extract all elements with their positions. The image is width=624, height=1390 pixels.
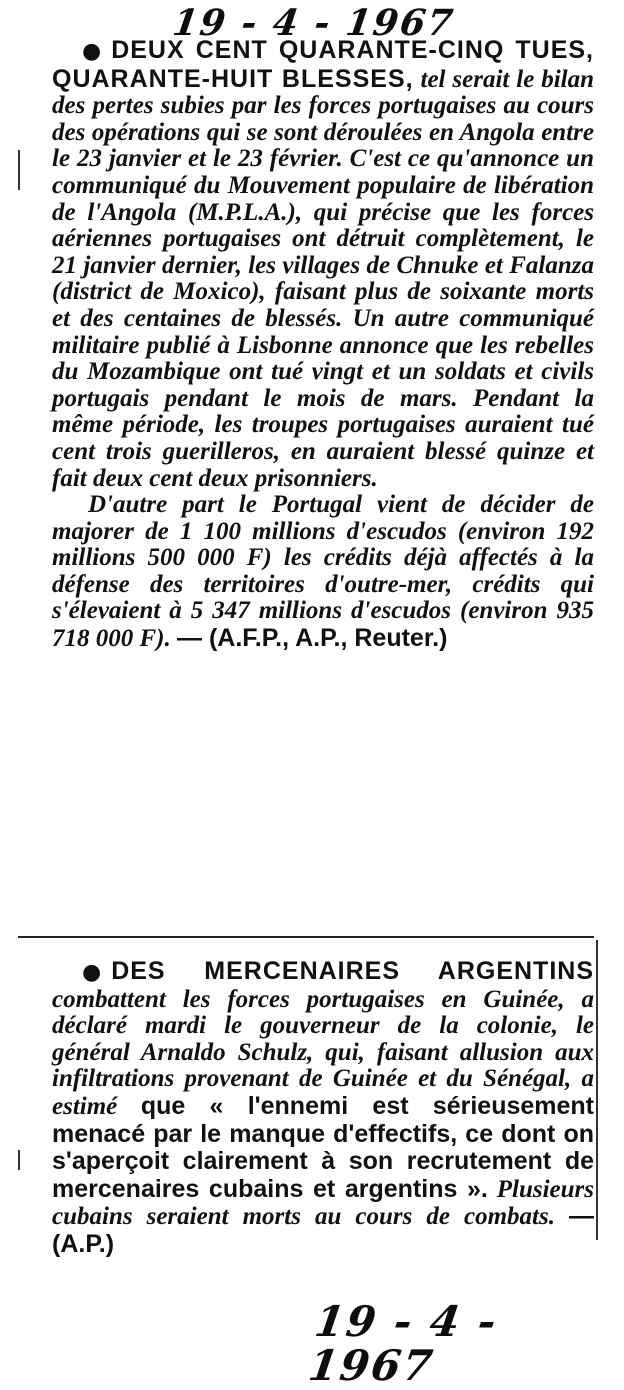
article-angola-losses [52,37,594,653]
article-paragraph [52,958,594,1259]
article-separator [18,936,594,938]
article-heading: DEUX CENT QUARANTE-CINQ TUES, QUARANTE-HUIT BLESSES, [52,36,594,93]
margin-rule-mark [18,150,20,190]
article-body: tel serait le bilan des pertes subies par les forces portugaises au cours des opérations qui se sont déroulées en Angola entre le 23 janvier et le 23 février. C'est ce qu'annonce un communiqué du Mouvement populaire de libération de l'Angola (M.P.L.A.), qui précise que les forces aériennes portugaises ont détruit complètement, le 21 janvier dernier, les villages de Chnuke et Falanza (district de Moxico), faisant plus de soixante morts et des centaines de blessés. Un autre communiqué militaire publié à Lisbonne annonce que les rebelles du Mozambique ont tué vingt et un soldats et civils portugais pendant le mois de mars. Pendant la même période, les troupes portugaises auraient tué cent trois guerilleros, en auraient blessé quinze et fait deux cent deux prisonniers. [52,65,595,492]
article-source: — (A.F.P., A.P., Reuter.) [177,624,448,653]
article-body-continued: D'autre part le Portugal vient de décider de majorer de 1 100 millions d'escudos (environ 192 millions 500 000 F) les crédits déjà affectés à la défense des territoires d'outre-mer, crédits qui s'élevaient à 5 347 millions d'escudos (environ 935 718 000 F). [52,491,594,653]
article-quote: que « l'ennemi est sérieusement menacé par le manque d'effectifs, ce dont on s'aperçoit clairement à son recrutement de mercenaires cubains et argentins ». [52,1091,595,1203]
article-source: — (A.P.) [52,1202,594,1258]
article-body: combattent les forces portugaises en Guinée, a déclaré mardi le gouverneur de la colonie, le général Arnaldo Schulz, qui, faisant allusion aux infiltrations provenant de Guinée et du Sénégal, a estimé [52,985,594,1120]
article-heading: DES MERCENAIRES ARGENTINS [111,957,594,985]
article-mercenaries [52,958,594,1259]
handwritten-date-bottom: 19 - 4 - 1967 [305,1297,502,1390]
article-paragraph [52,37,594,492]
margin-rule-mark [18,1150,20,1170]
handwritten-date-top: 19 - 4 - 1967 [170,2,458,44]
bullet-icon: ● [82,39,102,64]
margin-rule-mark [596,940,598,1240]
article-body-continued: Plusieurs cubains seraient morts au cours de combats. [52,1175,595,1231]
bullet-icon: ● [82,960,102,985]
article-paragraph [52,492,594,653]
